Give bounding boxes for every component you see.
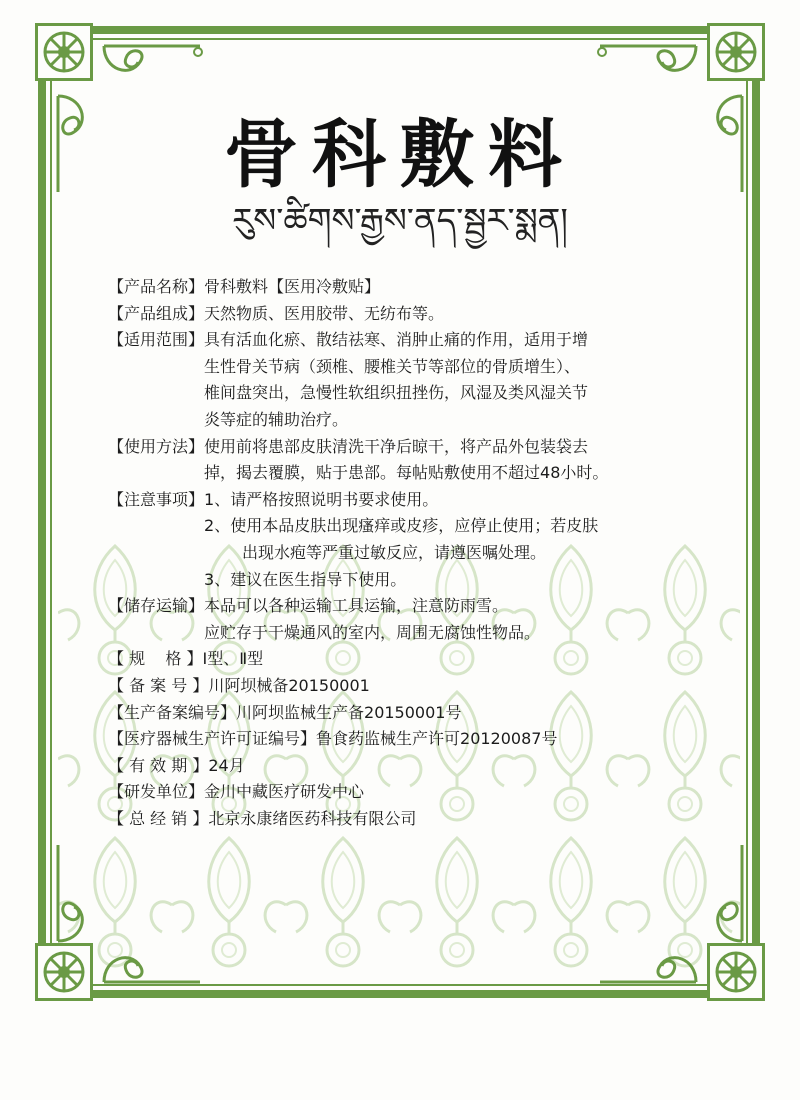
spec-field-label: 【注意事项】 [108,489,205,509]
dharma-wheel-icon [41,949,87,995]
spec-field [108,779,708,806]
spec-field-line: 1、请严格按照说明书要求使用。 [204,489,439,509]
scroll-ornament-right-lower [704,835,748,945]
spec-field-line: 骨科敷料【医用冷敷贴】 [204,277,381,296]
spec-field-line: 炎等症的辅助治疗。 [204,409,349,429]
corner-medallion-top-left [35,23,93,81]
spec-field [108,673,708,700]
spec-field-value [204,487,708,593]
spec-field-line: 掉，揭去覆膜，贴于患部。每帖贴敷使用不超过48小时。 [204,463,609,483]
scroll-ornament-left-lower [52,835,96,945]
tibetan-subtitle: རུས་ཚིགས་རྒྱས་ནད་སྦྱར་སྨན། [232,201,568,241]
spec-field-value [208,673,708,700]
scroll-ornament-bottom-right [590,944,700,988]
spec-field [108,327,708,433]
spec-field-line: 川阿坝械备20150001 [208,675,370,695]
spec-field-line: Ⅰ型、Ⅱ型 [202,649,264,669]
dharma-wheel-icon [713,29,759,75]
spec-field [108,593,708,646]
spec-field-label: 【 备 案 号 】 [108,675,209,695]
spec-field-value [204,327,708,433]
spec-field-label: 【生产备案编号】 [108,702,237,722]
spec-field [108,274,708,301]
spec-field-line: 24月 [208,755,245,775]
scroll-ornament-top-right [590,40,700,84]
dharma-wheel-icon [41,29,87,75]
spec-field-value [208,753,708,780]
document-title: 骨科敷料 [224,112,576,198]
spec-field-line: 应贮存于干燥通风的室内，周围无腐蚀性物品。 [204,622,541,642]
spec-field [108,700,708,727]
spec-field-line: 鲁食药监械生产许可20120087号 [316,729,558,749]
spec-field-value [204,779,708,806]
spec-field-value [208,806,708,833]
spec-field [108,434,708,487]
spec-field-value [203,646,708,673]
spec-field-line: 本品可以各种运输工具运输，注意防雨雪。 [204,596,509,616]
spec-field-label: 【 有 效 期 】 [108,755,209,775]
spec-field [108,726,708,753]
spec-field-label: 【适用范围】 [108,330,205,350]
spec-field-label: 【医疗器械生产许可证编号】 [108,729,317,749]
spec-field-value [204,301,708,328]
spec-field [108,806,708,833]
spec-field-label: 【储存运输】 [108,596,205,616]
spec-field [108,301,708,328]
spec-field [108,646,708,673]
spec-field-line: 出现水疱等严重过敏反应，请遵医嘱处理。 [242,542,547,562]
spec-field-line: 3、建议在医生指导下使用。 [204,569,407,589]
spec-field [108,753,708,780]
spec-field-value [204,434,708,487]
spec-field-line: 川阿坝监械生产备20150001号 [236,702,462,722]
spec-field-label: 【 规 格 】 [108,649,203,669]
scroll-ornament-bottom-left [100,944,210,988]
spec-field-value [316,726,708,753]
spec-field-line: 天然物质、医用胶带、无纺布等。 [204,303,445,323]
spec-field-line: 椎间盘突出，急慢性软组织扭挫伤，风湿及类风湿关节 [204,383,589,403]
corner-medallion-bottom-right [707,943,765,1001]
spec-field-label: 【研发单位】 [108,782,205,802]
product-specification-list [108,274,708,832]
spec-field-line: 北京永康绪医药科技有限公司 [208,808,417,828]
corner-medallion-top-right [707,23,765,81]
spec-field-value [236,700,708,727]
spec-field-label: 【 总 经 销 】 [108,808,209,828]
spec-field-line: 使用前将患部皮肤清洗干净后晾干，将产品外包装袋去 [204,436,589,456]
spec-field-value [204,593,708,646]
spec-field-line: 2、使用本品皮肤出现瘙痒或皮疹，应停止使用；若皮肤 [204,516,599,536]
spec-field-label: 【产品组成】 [108,303,205,323]
dharma-wheel-icon [713,949,759,995]
spec-field [108,487,708,593]
corner-medallion-bottom-left [35,943,93,1001]
spec-field-line: 金川中藏医疗研发中心 [204,782,365,802]
spec-field-line: 生性骨关节病（颈椎、腰椎关节等部位的骨质增生）、 [204,356,581,376]
scroll-ornament-top-left [100,40,210,84]
spec-field-label: 【产品名称】 [108,277,205,296]
spec-field-line: 具有活血化瘀、散结祛寒、消肿止痛的作用，适用于增 [204,330,589,350]
spec-field-value [204,274,708,301]
spec-field-label: 【使用方法】 [108,436,205,456]
